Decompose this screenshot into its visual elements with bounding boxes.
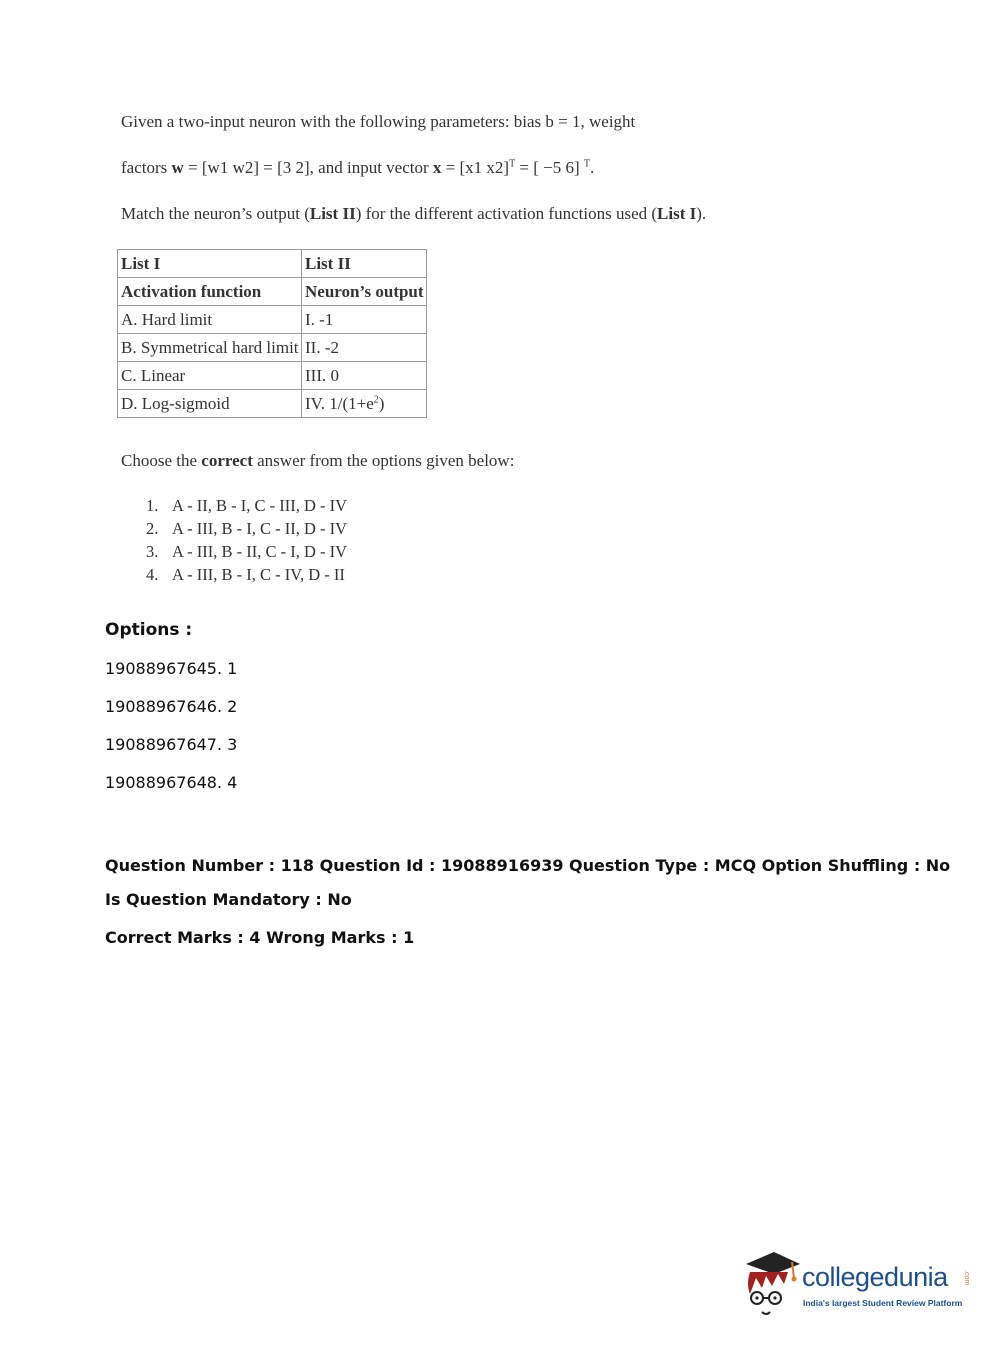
- option-item: 19088967647. 3: [105, 735, 238, 754]
- options-heading: Options :: [105, 620, 193, 640]
- table-cell: A. Hard limit: [118, 306, 302, 334]
- question-line-2: factors w = [w1 w2] = [3 2], and input vector x = [x1 x2]$^T$ = [ −5 6] $^T$.: [121, 158, 595, 177]
- logo-tagline: India's largest Student Review Platform: [803, 1298, 963, 1308]
- logo-domain: .com: [963, 1270, 970, 1286]
- table-cell: List II: [302, 250, 427, 278]
- list-item: 2. A - III, B - I, C - II, D - IV: [146, 519, 348, 538]
- list-item: 3. A - III, B - II, C - I, D - IV: [146, 542, 348, 561]
- match-table: [117, 249, 427, 418]
- list-item: 4. A - III, B - I, C - IV, D - II: [146, 565, 345, 584]
- question-mandatory: Is Question Mandatory : No: [105, 890, 352, 909]
- table-cell: C. Linear: [118, 362, 302, 390]
- student-mascot-icon: [742, 1248, 802, 1320]
- list-item: 1. A - II, B - I, C - III, D - IV: [146, 496, 348, 515]
- option-item: 19088967648. 4: [105, 773, 238, 792]
- table-cell: Activation function: [118, 278, 302, 306]
- table-cell: II. -2: [302, 334, 427, 362]
- choose-instruction: Choose the correct answer from the options given below:: [121, 451, 515, 470]
- table-cell: List I: [118, 250, 302, 278]
- table-row: [118, 390, 427, 418]
- table-cell: D. Log-sigmoid: [118, 390, 302, 418]
- table-header-row: [118, 250, 427, 278]
- table-cell: Neuron’s output: [302, 278, 427, 306]
- question-line-1: Given a two-input neuron with the following parameters: bias b = 1, weight: [121, 112, 636, 131]
- table-cell: B. Symmetrical hard limit: [118, 334, 302, 362]
- option-item: 19088967646. 2: [105, 697, 238, 716]
- table-row: [118, 306, 427, 334]
- question-line-3: Match the neuron’s output (List II) for the different activation functions used (List I).: [121, 204, 707, 223]
- table-cell: I. -1: [302, 306, 427, 334]
- logo-wordmark: collegedunia: [802, 1262, 948, 1292]
- table-subheader-row: [118, 278, 427, 306]
- option-item: 19088967645. 1: [105, 659, 238, 678]
- collegedunia-logo: [742, 1248, 972, 1320]
- table-cell: IV. $1/(1+e^2)$: [302, 390, 427, 418]
- question-marks: Correct Marks : 4 Wrong Marks : 1: [105, 928, 415, 947]
- table-cell: III. 0: [302, 362, 427, 390]
- table-row: [118, 362, 427, 390]
- question-meta-line: Question Number : 118 Question Id : 19088916939 Question Type : MCQ Option Shuffling : No: [105, 856, 951, 875]
- table-row: [118, 334, 427, 362]
